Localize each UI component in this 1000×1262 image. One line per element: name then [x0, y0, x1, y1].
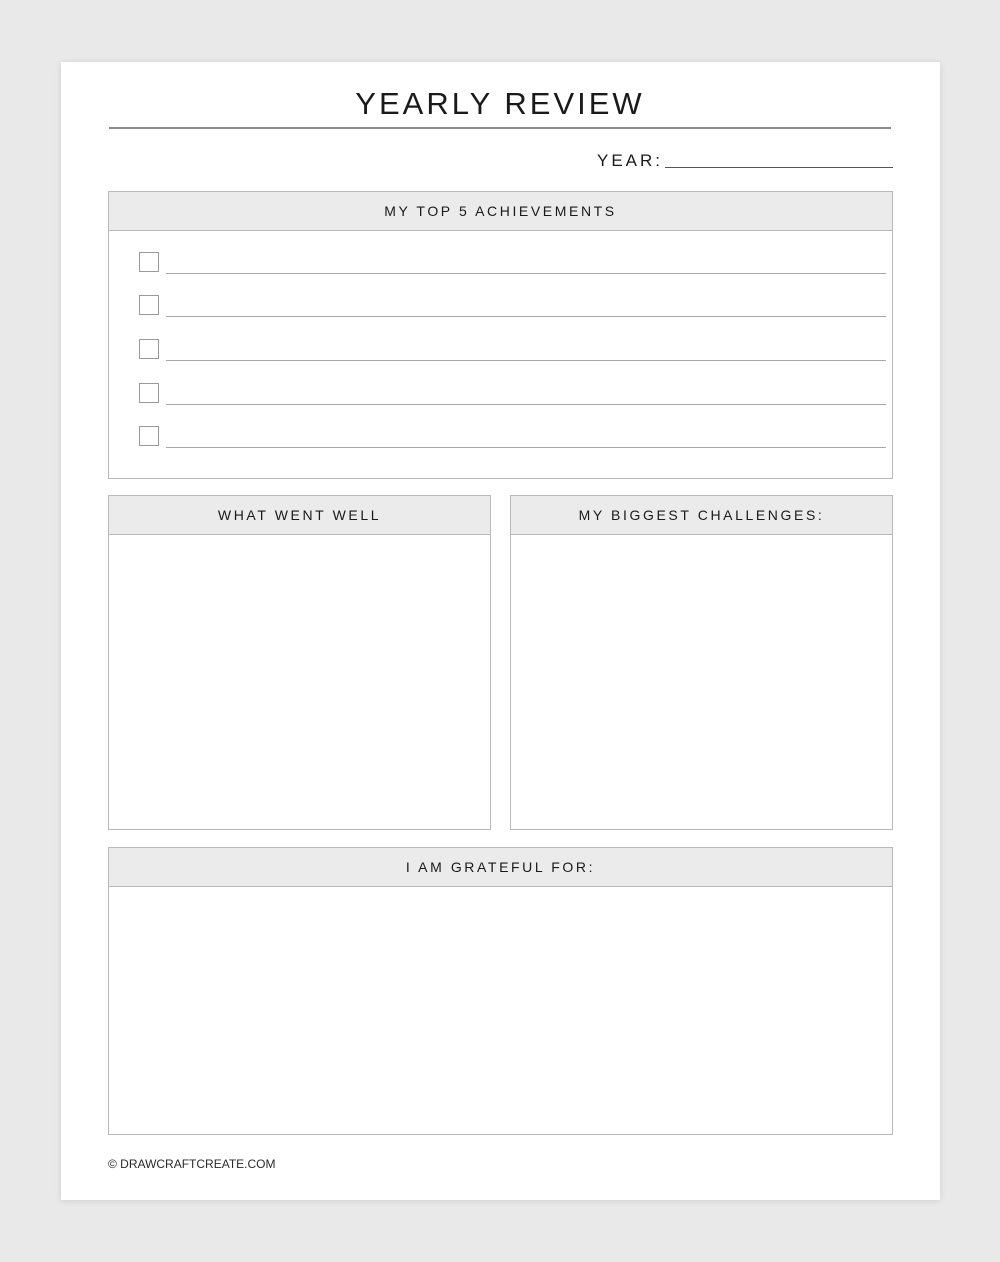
achievements-section: [108, 191, 893, 479]
achievement-checkbox[interactable]: [139, 383, 159, 403]
went-well-header: WHAT WENT WELL: [109, 496, 490, 535]
copyright-footer: © DRAWCRAFTCREATE.COM: [108, 1157, 276, 1171]
achievement-item-1: [139, 252, 886, 276]
went-well-section[interactable]: [108, 495, 491, 830]
achievement-item-5: [139, 426, 886, 450]
title-divider: [109, 127, 891, 129]
achievement-checkbox[interactable]: [139, 252, 159, 272]
achievement-item-4: [139, 383, 886, 407]
achievement-checkbox[interactable]: [139, 426, 159, 446]
achievement-checkbox[interactable]: [139, 339, 159, 359]
year-label: YEAR:: [597, 151, 664, 170]
achievement-item-3: [139, 339, 886, 363]
achievement-item-2: [139, 295, 886, 319]
grateful-header: I AM GRATEFUL FOR:: [109, 848, 892, 887]
challenges-section[interactable]: [510, 495, 893, 830]
achievement-line[interactable]: [166, 447, 886, 448]
achievement-line[interactable]: [166, 273, 886, 274]
challenges-header: MY BIGGEST CHALLENGES:: [511, 496, 892, 535]
achievement-line[interactable]: [166, 360, 886, 361]
achievement-line[interactable]: [166, 316, 886, 317]
achievements-header: MY TOP 5 ACHIEVEMENTS: [109, 192, 892, 231]
achievement-checkbox[interactable]: [139, 295, 159, 315]
page-title: YEARLY REVIEW: [355, 86, 645, 121]
grateful-section[interactable]: [108, 847, 893, 1135]
year-field-line[interactable]: [665, 167, 893, 168]
achievement-line[interactable]: [166, 404, 886, 405]
